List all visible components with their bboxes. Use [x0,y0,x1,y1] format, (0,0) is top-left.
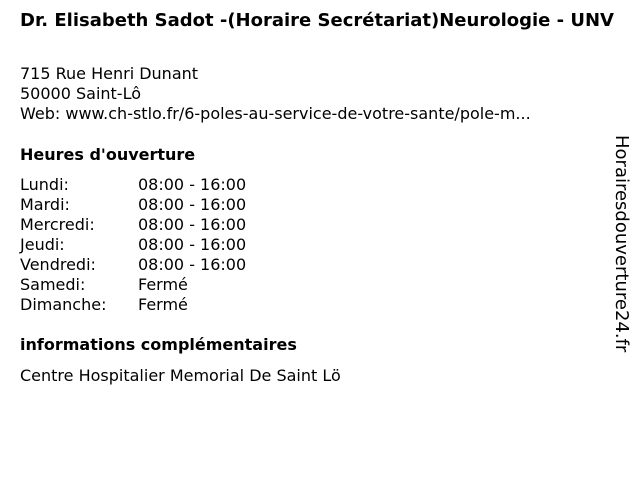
day-label: Dimanche: [20,295,107,314]
additional-info-heading: informations complémentaires [20,335,297,354]
hours-row-tuesday [20,195,320,215]
day-label: Samedi: [20,275,86,294]
website-line [20,104,600,124]
hours-row-sunday [20,295,320,315]
day-label: Jeudi: [20,235,65,254]
page-title: Dr. Elisabeth Sadot -(Horaire Secrétariat)Neurologie - UNV [20,10,614,31]
opening-hours-heading: Heures d'ouverture [20,145,196,164]
hours-row-friday [20,255,320,275]
hours-value: 08:00 - 16:00 [138,255,247,274]
hours-value: Fermé [138,295,188,314]
site-watermark: Horairesdouverture24.fr [611,135,632,353]
address-block [20,64,600,124]
day-label: Lundi: [20,175,69,194]
hours-value: 08:00 - 16:00 [138,215,247,234]
hours-value: 08:00 - 16:00 [138,195,247,214]
hours-value: 08:00 - 16:00 [138,175,247,194]
hours-row-thursday [20,235,320,255]
city-address: 50000 Saint-Lô [20,84,141,103]
day-label: Mercredi: [20,215,95,234]
street-address: 715 Rue Henri Dunant [20,64,199,83]
hours-value: 08:00 - 16:00 [138,235,247,254]
day-label: Vendredi: [20,255,96,274]
opening-hours-table [20,175,320,315]
website-link[interactable]: www.ch-stlo.fr/6-poles-au-service-de-votre-sante/pole-m... [65,104,531,123]
hours-row-saturday [20,275,320,295]
hours-value: Fermé [138,275,188,294]
additional-info-text: Centre Hospitalier Memorial De Saint Lö [20,366,341,385]
hours-row-monday [20,175,320,195]
day-label: Mardi: [20,195,70,214]
website-label: Web: [20,104,61,123]
hours-row-wednesday [20,215,320,235]
